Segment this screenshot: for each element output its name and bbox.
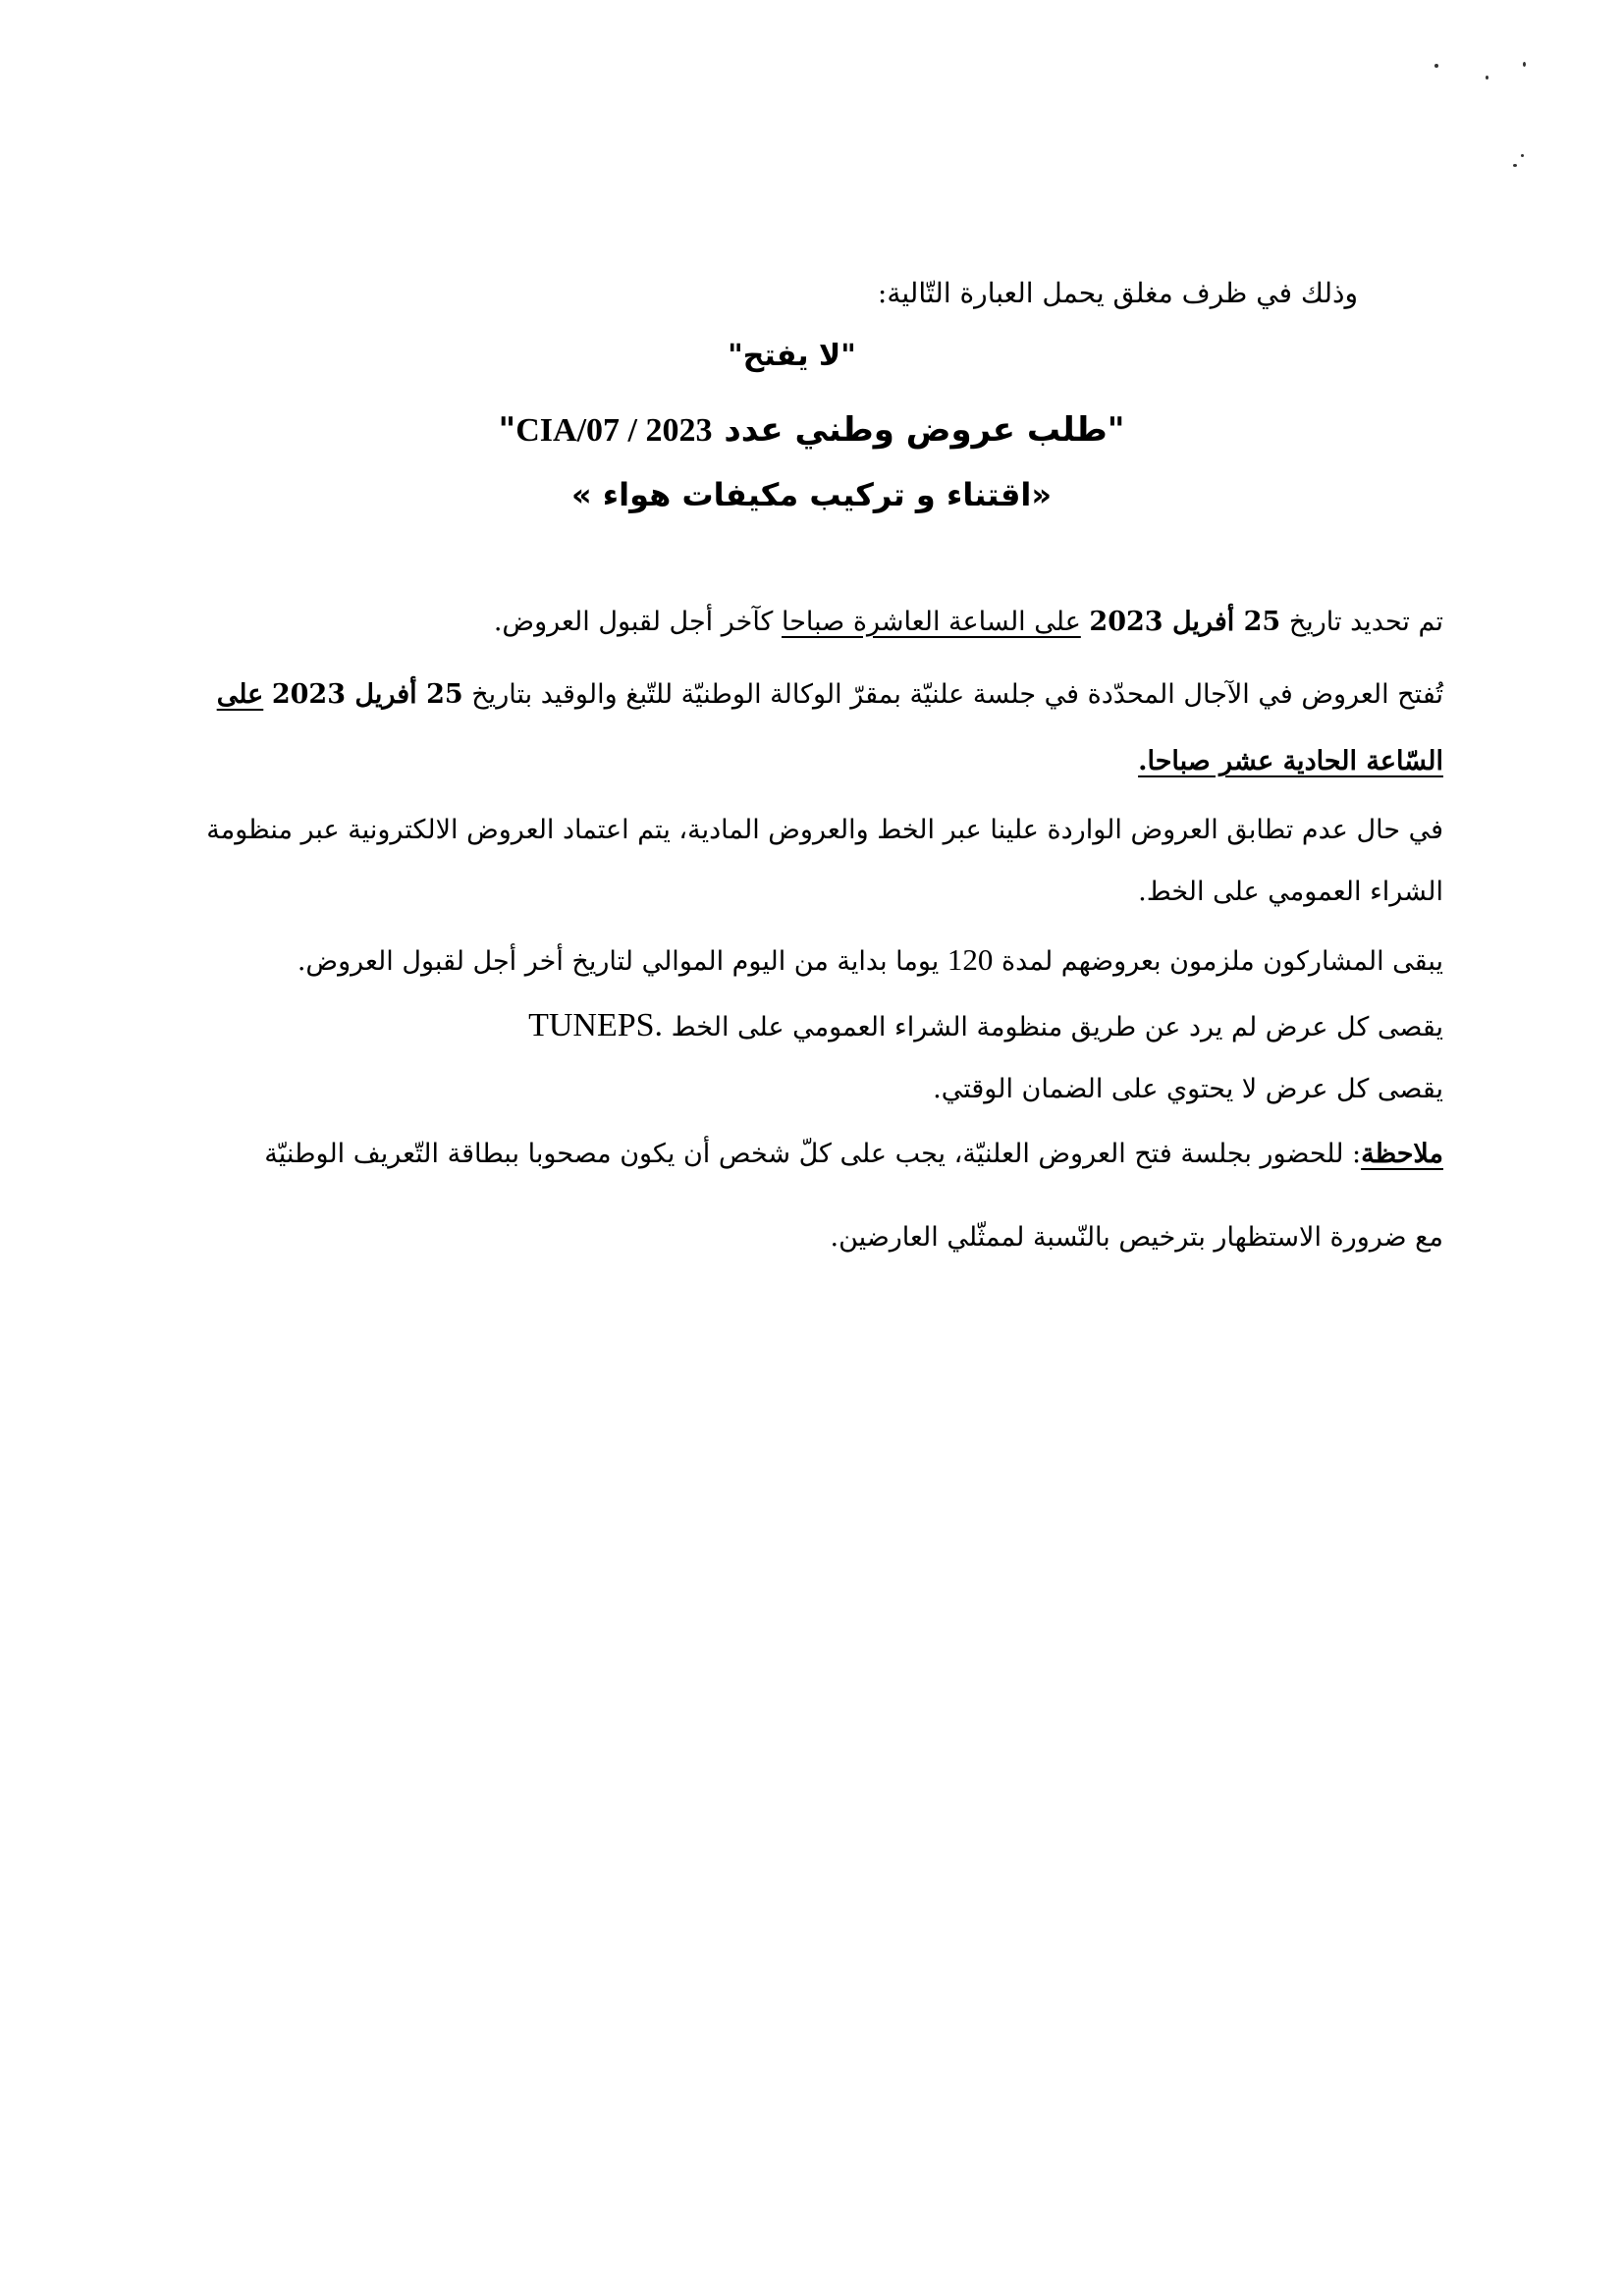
mismatch-paragraph-line1: في حال عدم تطابق العروض الواردة علينا عبر الخط والعروض المادية، يتم اعتماد العروض الالكترونية عبر منظومة (206, 815, 1443, 845)
tuneps-paragraph (214, 1007, 1443, 1044)
tender-subject-heading: «اقتناء و تركيب مكيفات هواء » (570, 476, 1053, 513)
deadline-date: 25 أفريل 2023 (1089, 607, 1281, 637)
opening-intro: تُفتح العروض في الآجال المحدّدة في جلسة علنيّة بمقرّ الوكالة الوطنيّة للتّبغ والوقيد بتاريخ (471, 679, 1443, 710)
tender-reference-number: CIA/07 / 2023 (515, 412, 713, 449)
note-text: : للحضور بجلسة فتح العروض العلنيّة، يجب على كلّ شخص أن يكون مصحوبا ببطاقة التّعريف الوطنيّة (264, 1139, 1362, 1169)
tender-heading-prefix: "طلب عروض وطني عدد (724, 410, 1125, 450)
validity-note: يوما بداية من اليوم الموالي لتاريخ أخر أجل لقبول العروض. (297, 946, 940, 977)
opening-paragraph-line2 (214, 746, 1443, 776)
tuneps-system: TUNEPS. (528, 1007, 664, 1043)
tender-reference-heading (0, 410, 1623, 450)
deadline-time: على الساعة العاشرة صباحا (782, 607, 1081, 637)
deadline-intro: تم تحديد تاريخ (1288, 607, 1443, 637)
note-label: ملاحظة (1361, 1139, 1443, 1169)
deadline-paragraph (214, 607, 1443, 637)
validity-paragraph (214, 942, 1443, 978)
scan-specks (1427, 54, 1544, 182)
mismatch-paragraph-line2: الشراء العمومي على الخط. (1138, 877, 1443, 907)
intro-line: وذلك في ظرف مغلق يحمل العبارة التّالية: (877, 277, 1358, 309)
tender-heading-suffix: " (498, 410, 516, 450)
do-not-open-heading: "لا يفتح" (728, 339, 856, 373)
deadline-note: كآخر أجل لقبول العروض. (493, 607, 774, 637)
note-paragraph-line2: مع ضرورة الاستظهار بترخيص بالنّسبة لممثّلي العارضين. (830, 1222, 1443, 1253)
validity-intro: يبقى المشاركون ملزمون بعروضهم لمدة (1001, 946, 1443, 977)
guarantee-paragraph: يقصى كل عرض لا يحتوي على الضمان الوقتي. (933, 1074, 1443, 1104)
validity-days: 120 (947, 942, 994, 977)
tuneps-intro: يقصى كل عرض لم يرد عن طريق منظومة الشراء العمومي على الخط (671, 1012, 1443, 1042)
opening-time: السّاعة الحادية عشر صباحا. (1138, 746, 1443, 776)
note-paragraph (214, 1139, 1443, 1169)
opening-date: 25 أفريل 2023 (271, 679, 463, 710)
opening-paragraph (214, 679, 1443, 710)
opening-time-word: على (216, 679, 264, 710)
